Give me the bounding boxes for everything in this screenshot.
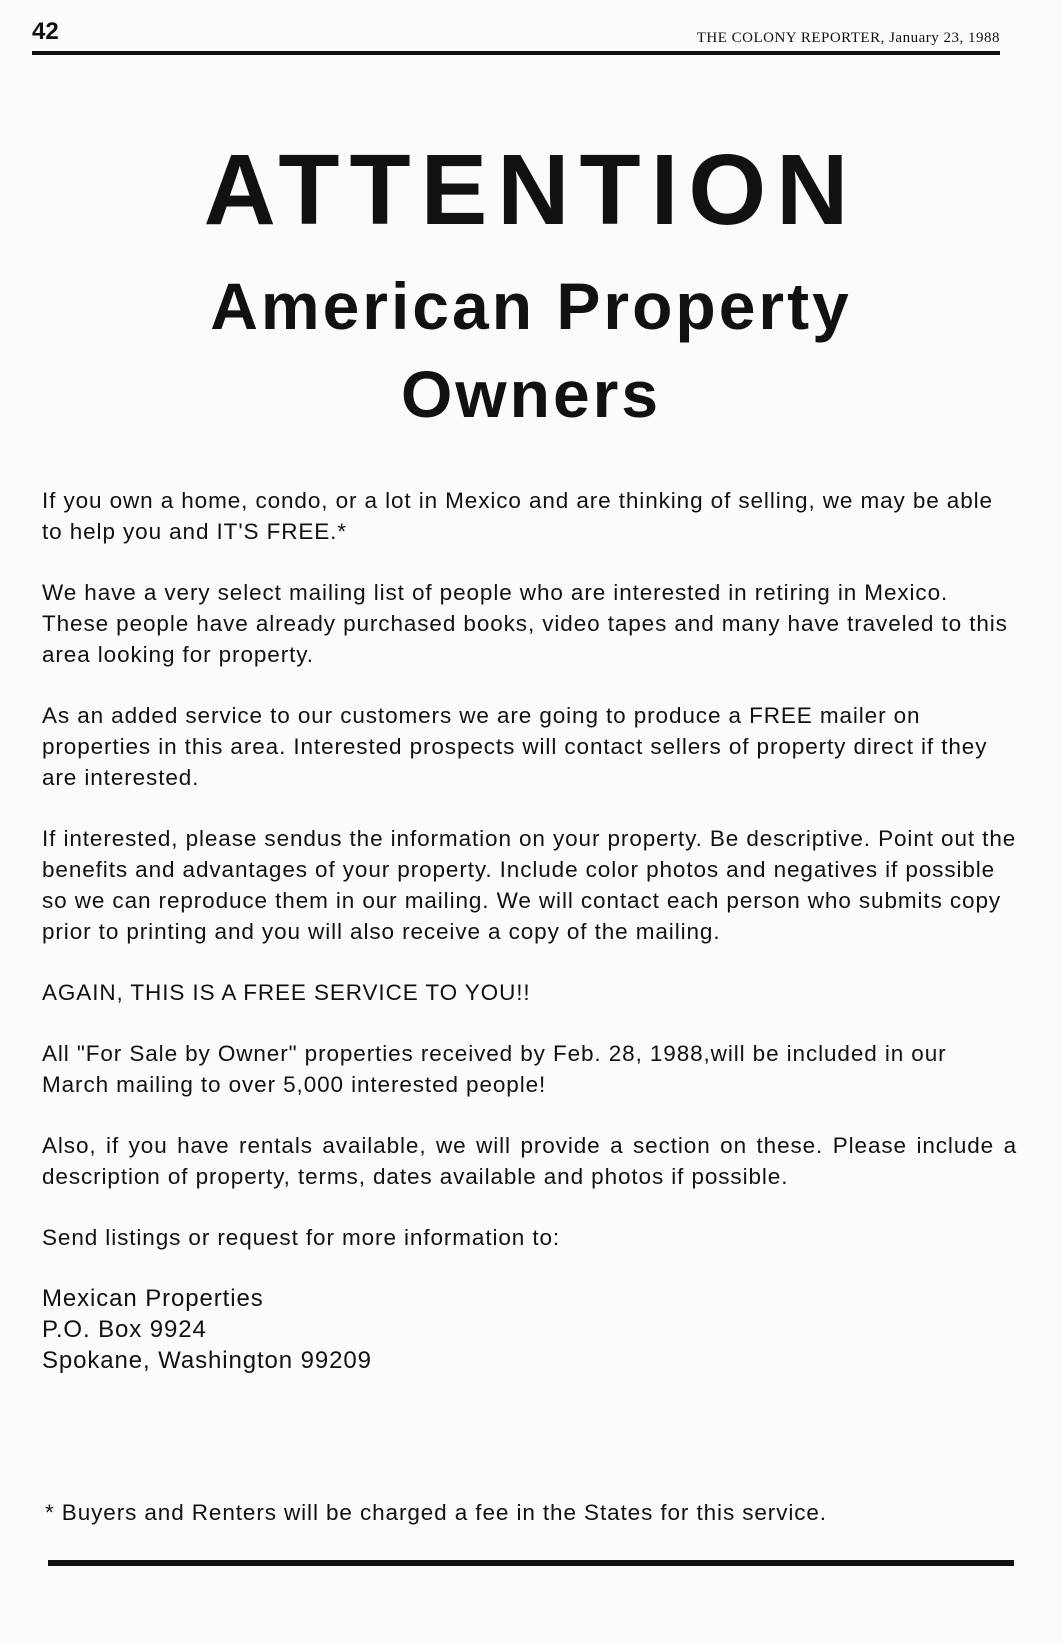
page-number: 42 [32,18,59,45]
body-paragraph: Send listings or request for more information to: [42,1225,561,1250]
body-paragraph: All "For Sale by Owner" properties received by Feb. 28, 1988,will be included in our March mailing to over 5,000 interested people! [42,1041,947,1097]
address-box: P.O. Box 9924 [42,1316,207,1343]
address-city: Spokane, Washington 99209 [42,1347,372,1374]
ad-subhead [0,262,1062,438]
footnote: * Buyers and Renters will be charged a fee in the States for this service. [45,1500,827,1525]
body-paragraph: As an added service to our customers we are going to produce a FREE mailer on properties in this area. Interested prospects will contact sellers of property direct if they are interested. [42,703,988,790]
body-paragraph: Also, if you have rentals available, we will provide a section on these. Please include a description of property, terms, dates available and photos if possible. [42,1133,1017,1189]
body-paragraph: AGAIN, THIS IS A FREE SERVICE TO YOU!! [42,980,531,1005]
ad-headline: ATTENTION [203,134,859,246]
running-head: THE COLONY REPORTER, January 23, 1988 [696,30,1000,46]
top-rule [32,51,1000,55]
ad-body [42,485,1017,1376]
ad-subhead-line-2: Owners [400,357,662,431]
body-paragraph: If you own a home, condo, or a lot in Mexico and are thinking of selling, we may be able to help you and IT'S FREE.* [42,488,993,544]
body-paragraph: We have a very select mailing list of people who are interested in retiring in Mexico. These people have already purchased books, video tapes and many have traveled to this area looking for property. [42,580,1008,667]
ad-subhead-line-1: American Property [210,269,852,343]
mailing-address [42,1283,1017,1376]
body-paragraph: If interested, please sendus the information on your property. Be descriptive. Point out the benefits and advantages of your property. Include color photos and negatives if possible so we can reproduce them in our mailing. We will contact each person who submits copy prior to printing and you will also receive a copy of the mailing. [42,826,1017,944]
address-name: Mexican Properties [42,1285,264,1312]
bottom-rule [48,1560,1014,1566]
